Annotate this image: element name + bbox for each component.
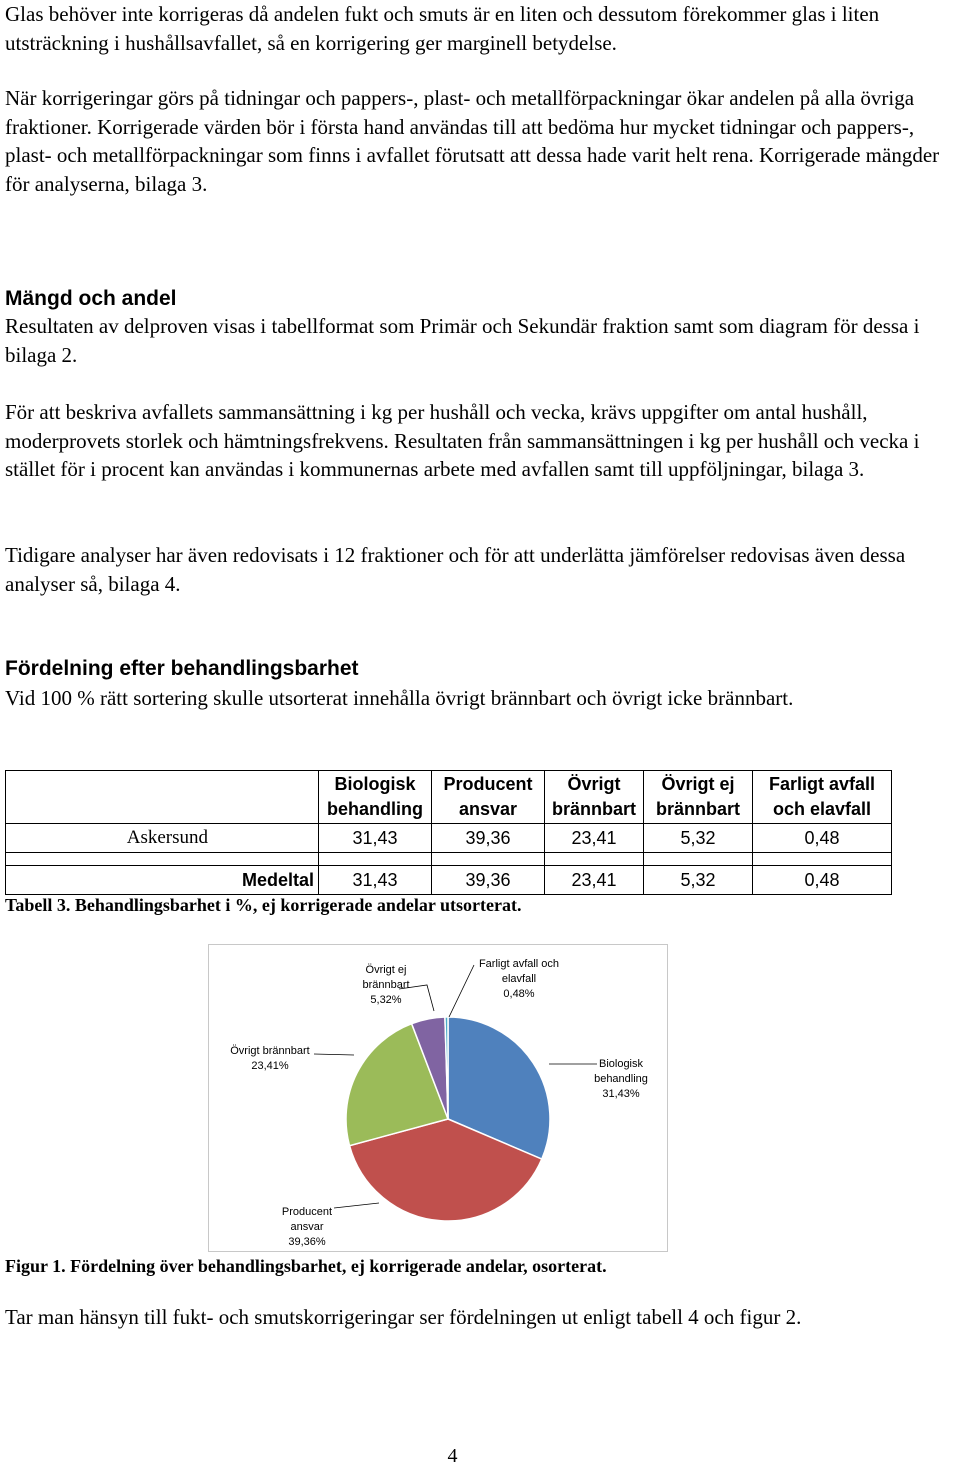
pie-data-label: Övrigt brännbart 23,41% xyxy=(230,1045,310,1072)
heading-distribution: Fördelning efter behandlingsbarhet xyxy=(5,657,359,680)
table-row-label: Askersund xyxy=(6,824,319,853)
pie-chart-frame xyxy=(208,944,668,1252)
table-row xyxy=(6,824,892,853)
pie-data-label: Biologisk behandling 31,43% xyxy=(594,1058,648,1100)
table-header-cell: Biologisk behandling xyxy=(319,771,432,824)
paragraph-results: Resultaten av delproven visas i tabellformat som Primär och Sekundär fraktion samt som diagram för dessa i bilaga 2. xyxy=(5,314,920,367)
pie-leader-line xyxy=(314,1054,354,1055)
heading-amount-share: Mängd och andel xyxy=(5,287,177,310)
pie-leader-line xyxy=(334,1203,379,1208)
table-spacer-row xyxy=(6,853,892,866)
table-header-cell: Farligt avfall och elavfall xyxy=(753,771,892,824)
table-header-cell: Övrigt ej brännbart xyxy=(644,771,753,824)
paragraph-composition: För att beskriva avfallets sammansättning i kg per hushåll och vecka, krävs uppgifter om antal hushåll, moderprovets storlek och hämtningsfrekvens. Resultaten från sammansättningen i kg per hushåll och vecka i stället för i procent kan användas i kommunernas arbete med avfallen samt till uppföljningar, bilaga 3. xyxy=(5,400,920,482)
pie-data-label: Övrigt ej brännbart 5,32% xyxy=(362,964,410,1006)
paragraph-earlier-analyses: Tidigare analyser har även redovisats i 12 fraktioner och för att underlätta jämförelser redovisas även dessa analyser så, bilaga 4. xyxy=(5,543,906,596)
table-corner-cell xyxy=(6,771,319,824)
table-cell: 0,48 xyxy=(753,824,892,853)
pie-leader-line xyxy=(449,965,474,1017)
paragraph-corrections: När korrigeringar görs på tidningar och pappers-, plast- och metallförpackningar ökar andelen på alla övriga fraktioner. Korrigerade värden bör i första hand användas till att bedöma hur mycket tidningar och pappers-, plast- och metallförpackningar som finns i avfallet förutsatt att dessa hade varit helt rena. Korrigerade mängder för analyserna, bilaga 3. xyxy=(5,86,940,196)
treatability-table xyxy=(5,770,892,895)
table-cell: 23,41 xyxy=(545,866,644,895)
table-header-cell: Producent ansvar xyxy=(432,771,545,824)
table-cell: 31,43 xyxy=(319,824,432,853)
paragraph-glass: Glas behöver inte korrigeras då andelen fukt och smuts är en liten och dessutom förekommer glas i liten utsträckning i hushållsavfallet, så en korrigering ger marginell betydelse. xyxy=(5,2,880,55)
table-cell: 5,32 xyxy=(644,866,753,895)
table-cell: 39,36 xyxy=(432,866,545,895)
pie-data-label: Producent ansvar 39,36% xyxy=(281,1206,333,1248)
paragraph-sorting: Vid 100 % rätt sortering skulle utsorterat innehålla övrigt brännbart och övrigt icke brännbart. xyxy=(5,686,794,710)
figure-caption: Figur 1. Fördelning över behandlingsbarhet, ej korrigerade andelar, osorterat. xyxy=(5,1256,607,1276)
table-row xyxy=(6,866,892,895)
table-cell: 0,48 xyxy=(753,866,892,895)
table-cell: 5,32 xyxy=(644,824,753,853)
table-cell: 23,41 xyxy=(545,824,644,853)
table-header-cell: Övrigt brännbart xyxy=(545,771,644,824)
page-number: 4 xyxy=(447,1445,458,1467)
pie-data-label: Farligt avfall och elavfall 0,48% xyxy=(478,958,560,1000)
paragraph-correction-note: Tar man hänsyn till fukt- och smutskorrigeringar ser fördelningen ut enligt tabell 4 och figur 2. xyxy=(5,1305,802,1329)
table-header-row xyxy=(6,771,892,824)
table-caption: Tabell 3. Behandlingsbarhet i %, ej korrigerade andelar utsorterat. xyxy=(5,895,522,915)
table-cell: 39,36 xyxy=(432,824,545,853)
pie-chart xyxy=(209,945,667,1251)
table-cell: 31,43 xyxy=(319,866,432,895)
table-row-label: Medeltal xyxy=(6,866,319,895)
